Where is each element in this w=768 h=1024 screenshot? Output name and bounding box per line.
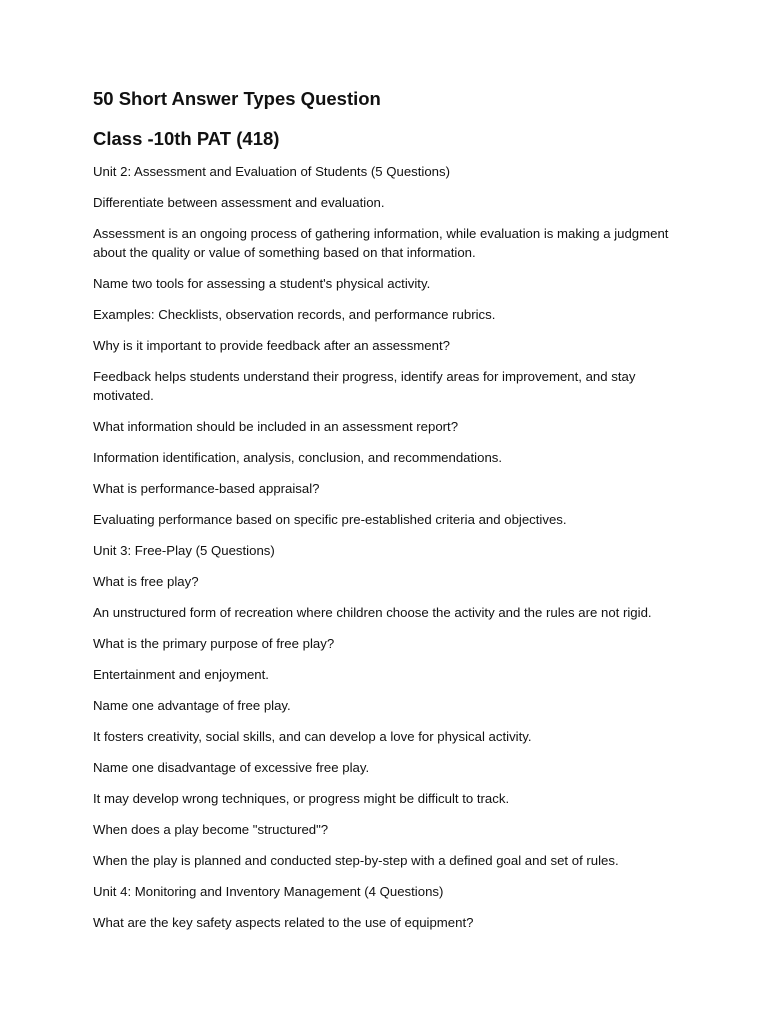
- unit-heading: Unit 4: Monitoring and Inventory Management (4 Questions): [93, 884, 444, 899]
- answer: Assessment is an ongoing process of gathering information, while evaluation is making a judgment about the quality or value of something based on that information.: [93, 226, 669, 260]
- question: When does a play become "structured"?: [93, 822, 329, 837]
- document-body: [93, 86, 683, 944]
- answer: It may develop wrong techniques, or progress might be difficult to track.: [93, 791, 510, 806]
- question: Why is it important to provide feedback after an assessment?: [93, 338, 450, 353]
- answer: When the play is planned and conducted step-by-step with a defined goal and set of rules.: [93, 853, 619, 868]
- answer: Evaluating performance based on specific pre-established criteria and objectives.: [93, 512, 567, 527]
- unit-heading: Unit 3: Free-Play (5 Questions): [93, 543, 275, 558]
- answer: Examples: Checklists, observation records, and performance rubrics.: [93, 307, 496, 322]
- question: Name two tools for assessing a student's physical activity.: [93, 276, 431, 291]
- answer: It fosters creativity, social skills, and can develop a love for physical activity.: [93, 729, 532, 744]
- question: What is performance-based appraisal?: [93, 481, 320, 496]
- document-title: 50 Short Answer Types Question: [93, 88, 381, 109]
- question: What are the key safety aspects related to the use of equipment?: [93, 915, 474, 930]
- answer: Feedback helps students understand their progress, identify areas for improvement, and stay motivated.: [93, 369, 636, 403]
- document-subtitle: Class -10th PAT (418): [93, 128, 280, 149]
- answer: Information identification, analysis, conclusion, and recommendations.: [93, 450, 503, 465]
- question: What is free play?: [93, 574, 199, 589]
- unit-heading: Unit 2: Assessment and Evaluation of Students (5 Questions): [93, 164, 450, 179]
- question: Differentiate between assessment and evaluation.: [93, 195, 385, 210]
- answer: An unstructured form of recreation where children choose the activity and the rules are not rigid.: [93, 605, 652, 620]
- question: Name one advantage of free play.: [93, 698, 291, 713]
- question: What information should be included in an assessment report?: [93, 419, 459, 434]
- answer: Entertainment and enjoyment.: [93, 667, 269, 682]
- question: Name one disadvantage of excessive free play.: [93, 760, 370, 775]
- question: What is the primary purpose of free play?: [93, 636, 335, 651]
